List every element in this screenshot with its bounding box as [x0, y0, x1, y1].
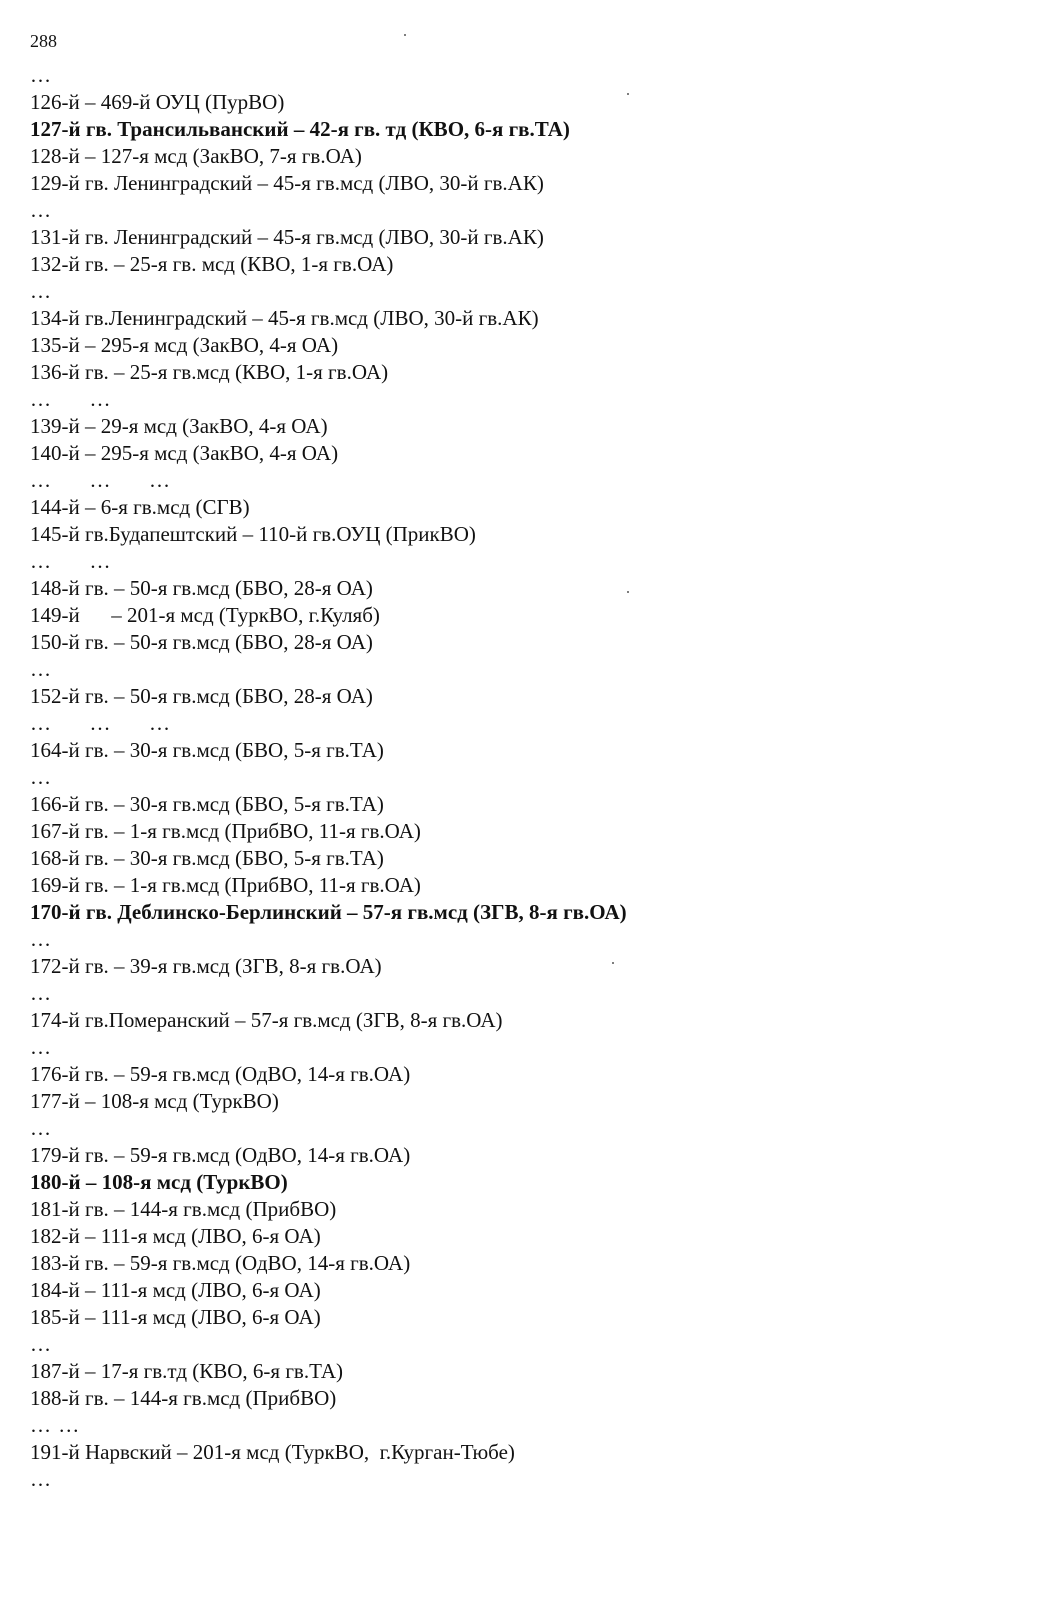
ellipsis-line: …: [30, 1116, 52, 1140]
ellipsis-line: … … …: [30, 711, 171, 735]
entry-line: 149-й – 201-я мсд (ТуркВО, г.Куляб): [30, 603, 380, 627]
entry-line: 144-й – 6-я гв.мсд (СГВ): [30, 495, 250, 519]
entry-line: 168-й гв. – 30-я гв.мсд (БВО, 5-я гв.ТА): [30, 846, 384, 870]
scan-speck: [404, 34, 406, 36]
entry-line: 182-й – 111-я мсд (ЛВО, 6-я ОА): [30, 1224, 321, 1248]
ellipsis-line: …: [30, 657, 52, 681]
entry-line: 135-й – 295-я мсд (ЗакВО, 4-я ОА): [30, 333, 339, 357]
entry-line: 184-й – 111-я мсд (ЛВО, 6-я ОА): [30, 1278, 321, 1302]
ellipsis-line: …: [30, 198, 52, 222]
scan-speck: [612, 962, 614, 964]
ellipsis-line: …: [30, 1332, 52, 1356]
entry-line: 128-й – 127-я мсд (ЗакВО, 7-я гв.ОА): [30, 144, 362, 168]
entry-line: 150-й гв. – 50-я гв.мсд (БВО, 28-я ОА): [30, 630, 373, 654]
entry-line: 185-й – 111-я мсд (ЛВО, 6-я ОА): [30, 1305, 321, 1329]
entry-line: 179-й гв. – 59-я гв.мсд (ОдВО, 14-я гв.ОА): [30, 1143, 411, 1167]
entry-line: 172-й гв. – 39-я гв.мсд (ЗГВ, 8-я гв.ОА): [30, 954, 382, 978]
entry-line: 174-й гв.Померанский – 57-я гв.мсд (ЗГВ, 8-я гв.ОА): [30, 1008, 503, 1032]
ellipsis-line: …: [30, 63, 52, 87]
entry-line: 170-й гв. Деблинско-Берлинский – 57-я гв.мсд (ЗГВ, 8-я гв.ОА): [30, 900, 627, 924]
page-number: 288: [30, 31, 57, 51]
ellipsis-line: …: [30, 927, 52, 951]
ellipsis-line: … …: [30, 1413, 81, 1437]
entry-line: 132-й гв. – 25-я гв. мсд (КВО, 1-я гв.ОА): [30, 252, 394, 276]
entry-line: 191-й Нарвский – 201-я мсд (ТуркВО, г.Курган-Тюбе): [30, 1440, 515, 1464]
entry-line: 187-й – 17-я гв.тд (КВО, 6-я гв.ТА): [30, 1359, 344, 1383]
entry-line: 126-й – 469-й ОУЦ (ПурВО): [30, 90, 285, 114]
entry-line: 181-й гв. – 144-я гв.мсд (ПрибВО): [30, 1197, 337, 1221]
entry-line: 183-й гв. – 59-я гв.мсд (ОдВО, 14-я гв.ОА): [30, 1251, 411, 1275]
entry-line: 177-й – 108-я мсд (ТуркВО): [30, 1089, 279, 1113]
ellipsis-line: …: [30, 1467, 52, 1491]
entry-line: 136-й гв. – 25-я гв.мсд (КВО, 1-я гв.ОА): [30, 360, 389, 384]
ellipsis-line: …: [30, 765, 52, 789]
ellipsis-line: … … …: [30, 468, 171, 492]
entry-line: 139-й – 29-я мсд (ЗакВО, 4-я ОА): [30, 414, 328, 438]
ellipsis-line: … …: [30, 549, 112, 573]
ellipsis-line: … …: [30, 387, 112, 411]
ellipsis-line: …: [30, 279, 52, 303]
entry-line: 164-й гв. – 30-я гв.мсд (БВО, 5-я гв.ТА): [30, 738, 384, 762]
entry-line: 188-й гв. – 144-я гв.мсд (ПрибВО): [30, 1386, 337, 1410]
entry-line: 140-й – 295-я мсд (ЗакВО, 4-я ОА): [30, 441, 339, 465]
entry-line: 169-й гв. – 1-я гв.мсд (ПрибВО, 11-я гв.ОА): [30, 873, 421, 897]
scan-speck: [627, 93, 629, 95]
entry-line: 129-й гв. Ленинградский – 45-я гв.мсд (ЛВО, 30-й гв.АК): [30, 171, 544, 195]
entry-line: 152-й гв. – 50-я гв.мсд (БВО, 28-я ОА): [30, 684, 373, 708]
ellipsis-line: …: [30, 981, 52, 1005]
scan-speck: [627, 591, 629, 593]
entry-line: 176-й гв. – 59-я гв.мсд (ОдВО, 14-я гв.ОА): [30, 1062, 411, 1086]
text-lines: [30, 62, 1020, 1493]
entry-line: 134-й гв.Ленинградский – 45-я гв.мсд (ЛВО, 30-й гв.АК): [30, 306, 539, 330]
entry-line: 180-й – 108-я мсд (ТуркВО): [30, 1170, 288, 1194]
entry-line: 167-й гв. – 1-я гв.мсд (ПрибВО, 11-я гв.ОА): [30, 819, 421, 843]
entry-line: 166-й гв. – 30-я гв.мсд (БВО, 5-я гв.ТА): [30, 792, 384, 816]
ellipsis-line: …: [30, 1035, 52, 1059]
entry-line: 131-й гв. Ленинградский – 45-я гв.мсд (ЛВО, 30-й гв.АК): [30, 225, 544, 249]
entry-line: 127-й гв. Трансильванский – 42-я гв. тд (КВО, 6-я гв.ТА): [30, 117, 570, 141]
entry-line: 148-й гв. – 50-я гв.мсд (БВО, 28-я ОА): [30, 576, 373, 600]
entry-line: 145-й гв.Будапештский – 110-й гв.ОУЦ (ПрикВО): [30, 522, 476, 546]
